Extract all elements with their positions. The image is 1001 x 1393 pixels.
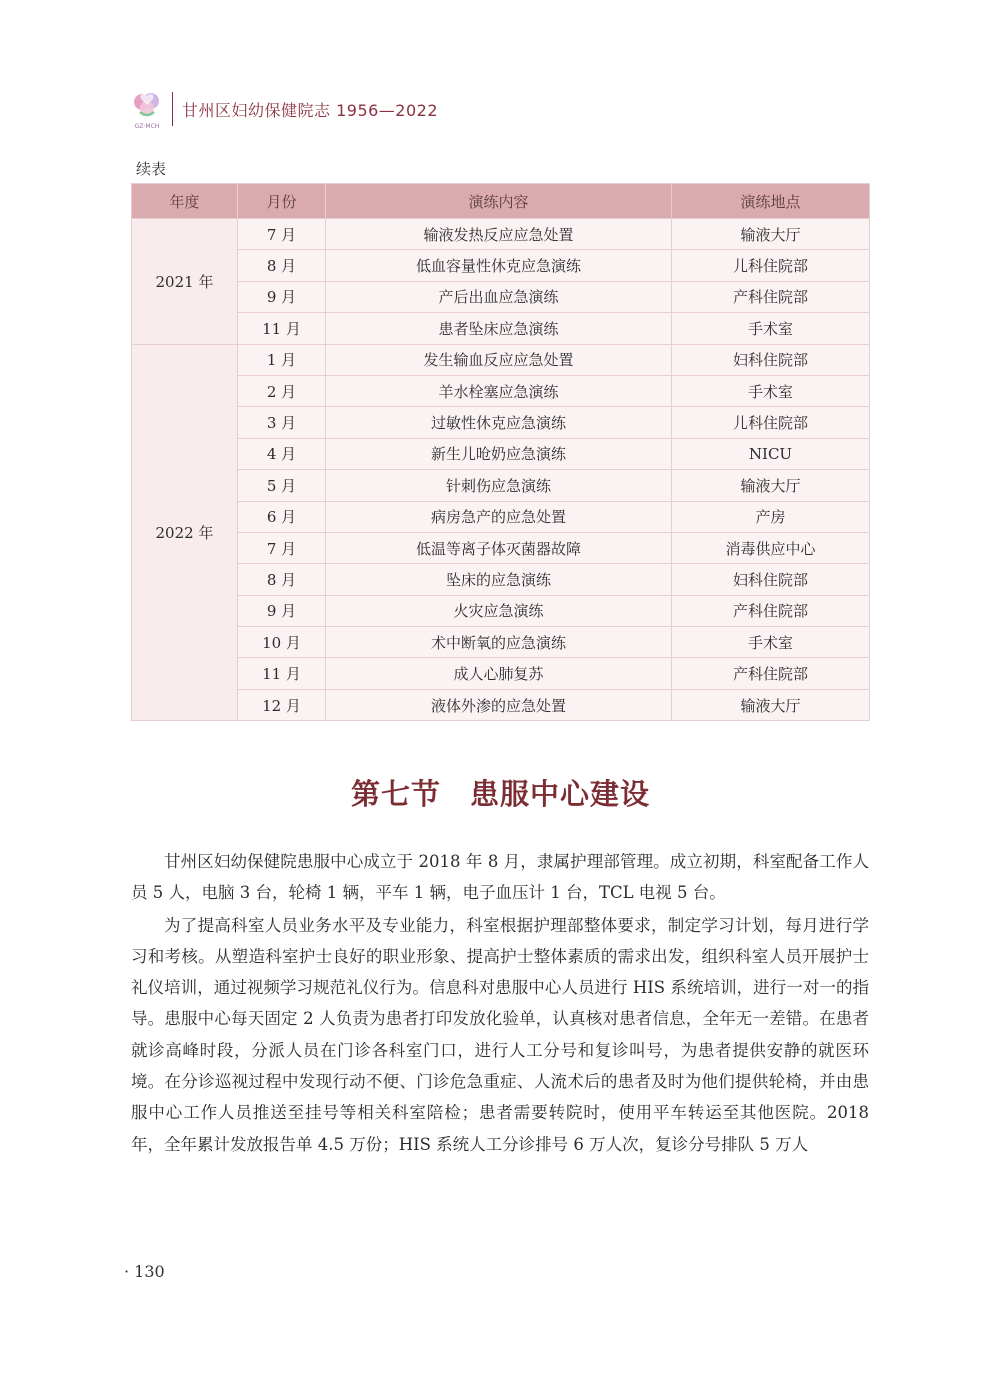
table-row [132,313,870,344]
table-row [132,532,870,563]
month-cell: 3 月 [238,407,326,438]
drill-content-cell: 坠床的应急演练 [326,564,672,595]
table-row [132,438,870,469]
drill-location-cell: 手术室 [672,375,870,406]
month-cell: 1 月 [238,344,326,375]
column-header-year: 年度 [132,184,238,219]
drill-location-cell: 妇科住院部 [672,564,870,595]
drill-location-cell: 输液大厅 [672,470,870,501]
month-cell: 8 月 [238,250,326,281]
year-cell: 2021 年 [132,219,238,345]
month-cell: 7 月 [238,219,326,250]
table-body [132,219,870,721]
table-row [132,658,870,689]
logo-text: GZ·MCH [134,123,160,130]
drill-location-cell: 儿科住院部 [672,250,870,281]
month-cell: 2 月 [238,375,326,406]
drill-content-cell: 术中断氧的应急演练 [326,627,672,658]
table-row [132,281,870,312]
drill-content-cell: 病房急产的应急处置 [326,501,672,532]
drill-content-cell: 针刺伤应急演练 [326,470,672,501]
emergency-drill-table [131,183,870,721]
drill-content-cell: 火灾应急演练 [326,595,672,626]
table-row [132,219,870,250]
drill-content-cell: 低血容量性休克应急演练 [326,250,672,281]
table-row [132,627,870,658]
month-cell: 9 月 [238,595,326,626]
month-cell: 7 月 [238,532,326,563]
drill-location-cell: 输液大厅 [672,689,870,720]
table-row [132,564,870,595]
table-row [132,407,870,438]
drill-location-cell: 手术室 [672,313,870,344]
table-caption: 续表 [136,160,167,178]
drill-content-cell: 成人心肺复苏 [326,658,672,689]
month-cell: 9 月 [238,281,326,312]
table-row [132,375,870,406]
drill-content-cell: 产后出血应急演练 [326,281,672,312]
drill-content-cell: 发生输血反应应急处置 [326,344,672,375]
page-number: · 130 [124,1262,165,1281]
year-cell: 2022 年 [132,344,238,721]
section-title: 第七节 患服中心建设 [350,777,651,811]
hospital-logo-icon [130,88,164,130]
month-cell: 11 月 [238,658,326,689]
column-header-location: 演练地点 [672,184,870,219]
month-cell: 11 月 [238,313,326,344]
drill-content-cell: 输液发热反应应急处置 [326,219,672,250]
header-divider [172,92,173,126]
drill-location-cell: 儿科住院部 [672,407,870,438]
drill-location-cell: 产科住院部 [672,658,870,689]
table-row [132,344,870,375]
table-row [132,470,870,501]
month-cell: 6 月 [238,501,326,532]
drill-content-cell: 过敏性休克应急演练 [326,407,672,438]
month-cell: 12 月 [238,689,326,720]
table-row [132,501,870,532]
section-body [131,846,869,1161]
drill-location-cell: 产科住院部 [672,281,870,312]
column-header-content: 演练内容 [326,184,672,219]
drill-location-cell: 消毒供应中心 [672,532,870,563]
drill-location-cell: 产科住院部 [672,595,870,626]
table-row [132,250,870,281]
paragraph: 甘州区妇幼保健院患服中心成立于 2018 年 8 月，隶属护理部管理。成立初期，科室配备工作人员 5 人，电脑 3 台，轮椅 1 辆，平车 1 辆，电子血压计 1 台，TCL 电视 5 台。 [131,852,869,903]
drill-content-cell: 羊水栓塞应急演练 [326,375,672,406]
table-row [132,595,870,626]
book-title: 甘州区妇幼保健院志 1956—2022 [182,101,439,120]
paragraph: 为了提高科室人员业务水平及专业能力，科室根据护理部整体要求，制定学习计划，每月进行学习和考核。从塑造科室护士良好的职业形象、提高护士整体素质的需求出发，组织科室人员开展护士礼仪培训，通过视频学习规范礼仪行为。信息科对患服中心人员进行 HIS 系统培训，进行一对一的指导。患服中心每天固定 2 人负责为患者打印发放化验单，认真核对患者信息，全年无一差错。在患者就诊高峰时段，分派人员在门诊各科室门口，进行人工分号和复诊叫号，为患者提供安静的就医环境。在分诊巡视过程中发现行动不便、门诊危急重症、人流术后的患者及时为他们提供轮椅，并由患服中心工作人员推送至挂号等相关科室陪检；患者需要转院时，使用平车转运至其他医院。2018 年，全年累计发放报告单 4.5 万份；HIS 系统人工分诊排号 6 万人次，复诊分号排队 5 万人 [131,915,869,1154]
column-header-month: 月份 [238,184,326,219]
drill-content-cell: 患者坠床应急演练 [326,313,672,344]
month-cell: 8 月 [238,564,326,595]
month-cell: 5 月 [238,470,326,501]
drill-content-cell: 液体外渗的应急处置 [326,689,672,720]
drill-location-cell: 输液大厅 [672,219,870,250]
drill-location-cell: 产房 [672,501,870,532]
month-cell: 4 月 [238,438,326,469]
drill-location-cell: 手术室 [672,627,870,658]
table-row [132,689,870,720]
drill-location-cell: 妇科住院部 [672,344,870,375]
drill-content-cell: 低温等离子体灭菌器故障 [326,532,672,563]
month-cell: 10 月 [238,627,326,658]
table-header-row [132,184,870,219]
drill-location-cell: NICU [672,438,870,469]
drill-content-cell: 新生儿呛奶应急演练 [326,438,672,469]
